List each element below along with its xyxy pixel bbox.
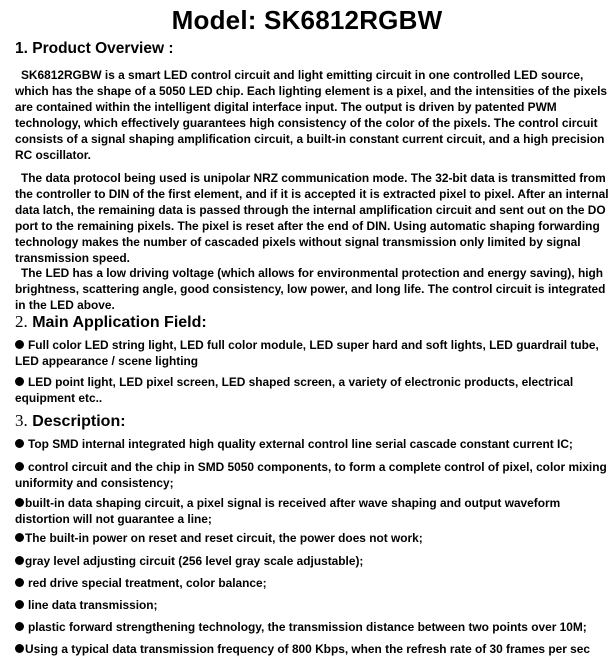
section-number: 2. xyxy=(15,312,28,331)
section-number: 1. xyxy=(15,40,28,57)
overview-paragraph-3: The LED has a low driving voltage (which allows for environmental protection and energy saving), high brightness, scattering angle, good consistency, low power, and long life. The control circuit is integrated in the LED above. xyxy=(15,266,606,312)
description-item-text: built-in data shaping circuit, a pixel signal is received after wave shaping and output waveform distortion will not guarantee a line; xyxy=(15,496,561,526)
description-item xyxy=(15,436,611,452)
bullet-icon xyxy=(15,556,24,565)
bullet-icon xyxy=(15,578,24,587)
description-item-text: Top SMD internal integrated high quality external control line serial cascade constant current IC; xyxy=(28,437,573,451)
bullet-icon xyxy=(15,600,24,609)
overview-paragraph-2: The data protocol being used is unipolar NRZ communication mode. The 32-bit data is transmitted from the controller to DIN of the first element, and if it is accepted it is extracted pixel to pixel. After an internal data latch, the remaining data is passed through the internal amplification circuit and sent out on the DO port to the remaining pixels. The pixel is reset after the end of DIN. Using automatic shaping forwarding technology makes the number of cascaded pixels without signal transmission only limited by signal transmission speed. xyxy=(15,171,609,265)
section-title: Main Application Field: xyxy=(32,314,207,331)
description-item-text: line data transmission; xyxy=(28,598,158,612)
application-item-text: Full color LED string light, LED full color module, LED super hard and soft lights, LED guardrail tube, LED appearance / scene lighting xyxy=(15,338,599,368)
application-item-text: LED point light, LED pixel screen, LED shaped screen, a variety of electronic products, electrical equipment etc.. xyxy=(15,375,574,405)
description-item xyxy=(15,641,611,657)
section-description-heading xyxy=(15,411,126,431)
bullet-icon xyxy=(15,533,24,542)
page-title: Model: SK6812RGBW xyxy=(171,5,443,35)
application-item xyxy=(15,337,611,369)
description-item-text: The built-in power on reset and reset circuit, the power does not work; xyxy=(25,531,423,545)
description-item xyxy=(15,597,611,613)
description-item xyxy=(15,575,611,591)
bullet-icon xyxy=(15,340,24,349)
section-number: 3. xyxy=(15,411,28,430)
section-title: Description: xyxy=(32,413,126,430)
bullet-icon xyxy=(15,462,24,471)
description-item xyxy=(15,530,611,546)
bullet-icon xyxy=(15,377,24,386)
description-item xyxy=(15,495,611,527)
description-item-text: control circuit and the chip in SMD 5050 components, to form a complete control of pixel, color mixing uniformity and consistency; xyxy=(15,460,607,490)
section-overview-heading xyxy=(15,40,174,58)
description-item xyxy=(15,553,611,569)
overview-paragraph-1: SK6812RGBW is a smart LED control circuit and light emitting circuit in one controlled LED source, which has the shape of a 5050 LED chip. Each lighting element is a pixel, and the intensities of the pixels are contained within the intelligent digital interface input. The output is driven by patented PWM technology, which effectively guarantees high consistency of the color of the pixels. The control circuit consists of a signal shaping amplification circuit, a built-in constant current circuit, and a high precision RC oscillator. xyxy=(15,68,608,162)
description-item xyxy=(15,619,611,635)
bullet-icon xyxy=(15,439,24,448)
bullet-icon xyxy=(15,622,24,631)
description-item xyxy=(15,459,611,491)
application-item xyxy=(15,374,611,406)
bullet-icon xyxy=(15,498,24,507)
description-item-text: red drive special treatment, color balance; xyxy=(28,576,267,590)
description-item-text: Using a typical data transmission frequency of 800 Kbps, when the refresh rate of 30 frames per sec xyxy=(25,642,590,656)
section-application-heading xyxy=(15,312,207,332)
bullet-icon xyxy=(15,644,24,653)
description-item-text: plastic forward strengthening technology, the transmission distance between two points over 10M; xyxy=(28,620,587,634)
section-title: Product Overview : xyxy=(32,40,174,57)
description-item-text: gray level adjusting circuit (256 level gray scale adjustable); xyxy=(25,554,364,568)
